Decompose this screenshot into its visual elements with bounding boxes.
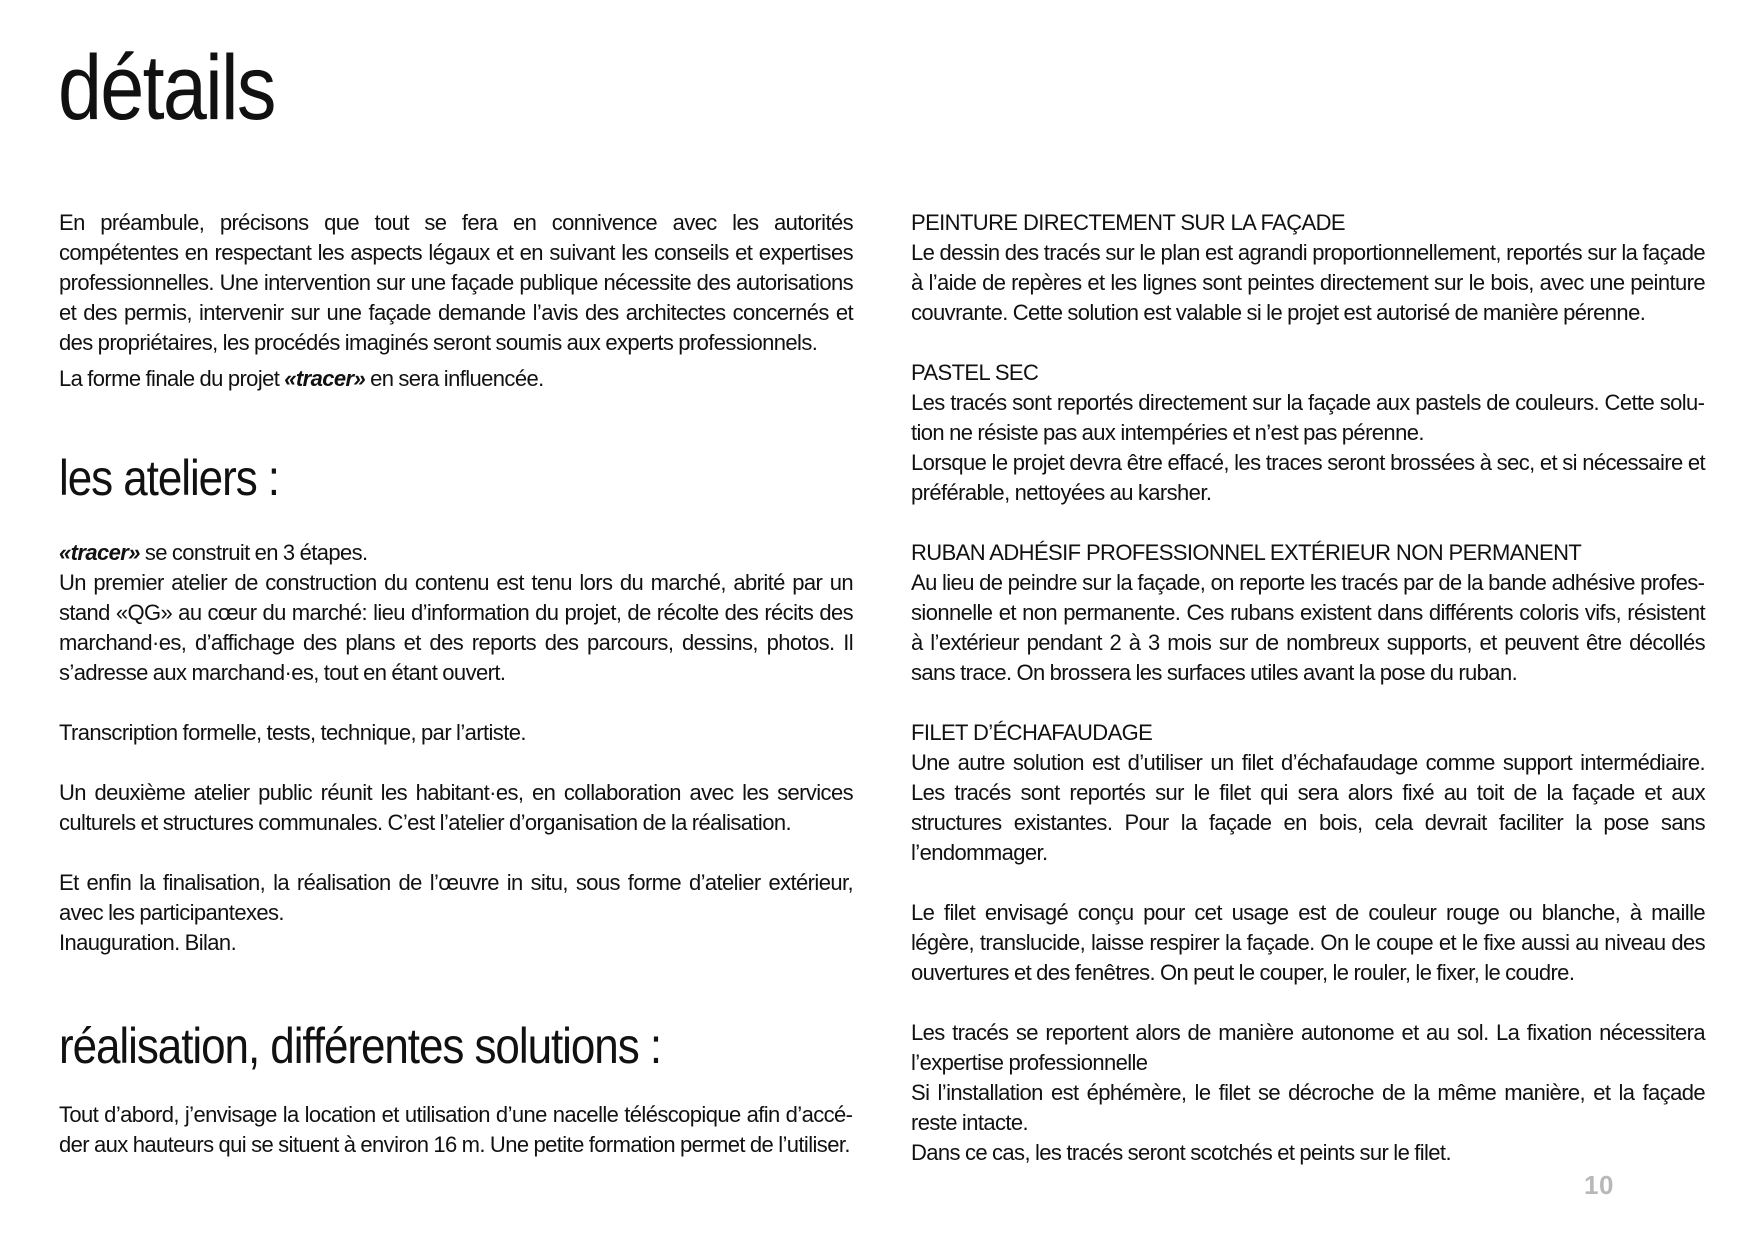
project-name-emphasis: «tracer» [284, 366, 366, 391]
filet-text-3: Les tracés se reportent alors de manière autonome et au sol. La fixation nécessitera l’expertise professionnelle [911, 1020, 1705, 1075]
filet-text-5: Dans ce cas, les tracés seront scotchés et peints sur le filet. [911, 1140, 1451, 1165]
ateliers-steps-suffix: se construit en 3 étapes. [139, 540, 368, 565]
realisation-heading: réalisation, différentes solutions : [59, 1018, 661, 1074]
left-column [59, 208, 853, 1160]
spacer [911, 508, 1705, 538]
right-column [911, 208, 1705, 1168]
spacer [911, 988, 1705, 1018]
spacer [911, 868, 1705, 898]
pastel-heading: PASTEL SEC [911, 360, 1039, 385]
intro-paragraph: En préambule, précisons que tout se fera en connivence avec les autorités compétentes en respectant les aspects légaux et en suivant les conseils et expertises professionnelles. Une intervention sur une façade publique nécessite des autorisations et des permis, intervenir sur une façade demande l’avis des architectes concernés et des propriétaires, les procédés imaginés seront soumis aux experts professionnels. [59, 210, 853, 355]
ruban-heading: RUBAN ADHÉSIF PROFESSIONNEL EXTÉRIEUR NON PERMANENT [911, 540, 1582, 565]
project-name-emphasis: «tracer» [59, 540, 140, 565]
page-number: 10 [1584, 1170, 1614, 1200]
spacer [911, 688, 1705, 718]
pastel-text-1: Les tracés sont reportés directement sur la façade aux pastels de couleurs. Cette solution ne résiste pas aux intempéries et n’est pas pérenne. [911, 390, 1705, 445]
peinture-text: Le dessin des tracés sur le plan est agrandi proportionnellement, reportés sur la façade à l’aide de repères et les lignes sont peintes directement sur le bois, avec une peinture couvrante. Cette solution est valable si le projet est autorisé de manière pérenne. [911, 240, 1705, 325]
ateliers-heading: les ateliers : [59, 450, 279, 506]
ruban-text: Au lieu de peindre sur la façade, on reporte les tracés par de la bande adhésive professionnelle et non permanente. Ces rubans existent dans différents coloris vifs, résistent à l’extérieur pendant 2 à 3 mois sur de nombreux supports, et peuvent être décollés sans trace. On brossera les surfaces utiles avant la pose du ruban. [911, 570, 1705, 685]
filet-text-4: Si l’installation est éphémère, le filet se décroche de la même manière, et la façade reste intacte. [911, 1080, 1705, 1135]
realisation-paragraph-1: Tout d’abord, j’envisage la location et utilisation d’une nacelle téléscopique afin d’accéder aux hauteurs qui se situent à environ 16 m. Une petite formation permet de l’utiliser. [59, 1102, 853, 1157]
peinture-heading: PEINTURE DIRECTEMENT SUR LA FAÇADE [911, 210, 1345, 235]
filet-text-2: Le filet envisagé conçu pour cet usage est de couleur rouge ou blanche, à maille légère, translucide, laisse respirer la façade. On le coupe et le fixe aussi au niveau des ouvertures et des fenêtres. On peut le couper, le rouler, le fixer, le coudre. [911, 900, 1705, 985]
spacer [59, 748, 853, 778]
ateliers-paragraph-1: Un premier atelier de construction du contenu est tenu lors du marché, abrité par un stand «QG» au cœur du marché: lieu d’information du projet, de récolte des récits des marchand·es, d’affichage des plans et des reports des parcours, dessins, photos. Il s’adresse aux marchand·es, tout en étant ouvert. [59, 570, 853, 685]
filet-heading: FILET D’ÉCHAFAUDAGE [911, 720, 1153, 745]
ateliers-paragraph-5: Inauguration. Bilan. [59, 930, 237, 955]
spacer [59, 688, 853, 718]
intro-final-prefix: La forme finale du projet [59, 366, 285, 391]
ateliers-paragraph-3: Un deuxième atelier public réunit les habitant·es, en collaboration avec les services culturels et structures communales. C’est l’atelier d’organisation de la réalisation. [59, 780, 853, 835]
page-title: détails [58, 37, 275, 139]
ateliers-paragraph-4: Et enfin la finalisation, la réalisation de l’œuvre in situ, sous forme d’atelier extérieur, avec les participantexes. [59, 870, 853, 925]
ateliers-steps-line [59, 538, 853, 568]
spacer [911, 328, 1705, 358]
ateliers-paragraph-2: Transcription formelle, tests, technique, par l’artiste. [59, 720, 526, 745]
intro-final-line [59, 364, 853, 394]
spacer [59, 838, 853, 868]
filet-text-1: Une autre solution est d’utiliser un filet d’échafaudage comme support intermédiaire. Les tracés sont reportés sur le filet qui sera alors fixé au toit de la façade et aux structures existantes. Pour la façade en bois, cela devrait faciliter la pose sans l’endommager. [911, 750, 1705, 865]
pastel-text-2: Lorsque le projet devra être effacé, les traces seront brossées à sec, et si nécessaire et préférable, nettoyées au karsher. [911, 450, 1705, 505]
intro-final-suffix: en sera influencée. [365, 366, 544, 391]
